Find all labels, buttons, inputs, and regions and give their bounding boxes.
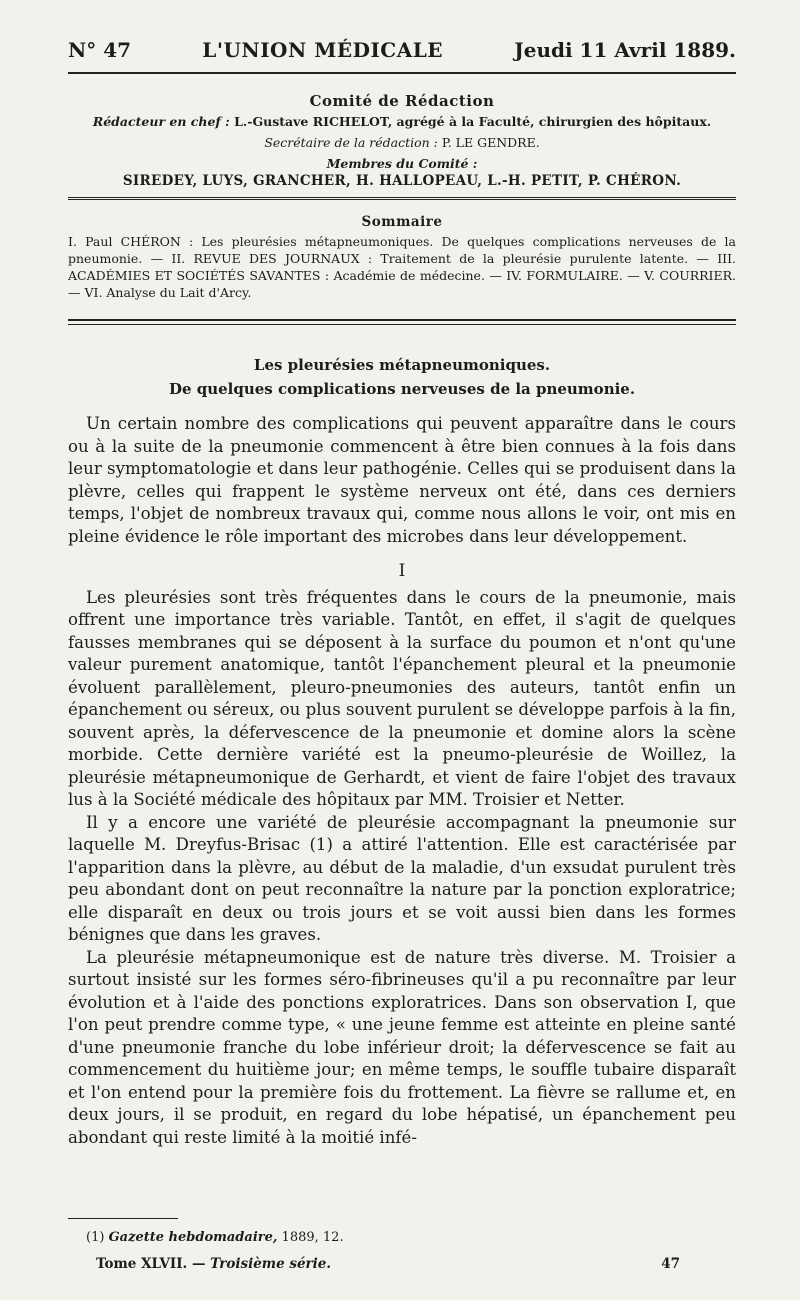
footnote <box>86 1230 344 1245</box>
volume-label: Tome XLVII. — <box>96 1256 206 1272</box>
footnote-source: Gazette hebdomadaire, <box>108 1230 278 1245</box>
members-label: Membres du Comité : <box>326 156 478 171</box>
committee-members: SIREDEY, LUYS, GRANCHER, H. HALLOPEAU, L.-H. PETIT, P. CHÉRON. <box>122 173 682 189</box>
journal-title: L'UNION MÉDICALE <box>202 38 444 62</box>
summary-text: I. Paul CHÉRON : Les pleurésies métapneumoniques. De quelques complications nerveuses de la pneumonie. — II. REVUE DES JOURNAUX : Traitement de la pleurésie purulente latente. — III. ACADÉMIES ET SOCIÉTÉS SAVANTES : Académie de médecine. — IV. FORMULAIRE. — V. COURRIER. — VI. Analyse du Lait d'Arcy. <box>68 234 736 300</box>
issue-date: Jeudi 11 Avril 1889. <box>514 38 736 62</box>
page-header <box>68 38 736 62</box>
summary-rule <box>68 319 736 321</box>
chief-label: Rédacteur en chef : <box>92 114 230 129</box>
editorial-committee <box>68 92 736 189</box>
chief-name: L.-Gustave RICHELOT, agrégé à la Faculté, chirurgien des hôpitaux. <box>234 114 712 129</box>
paragraph: La pleurésie métapneumonique est de nature très diverse. M. Troisier a surtout insisté sur les formes séro-fibrineuses qu'il a pu reconnaître par leur évolution et à l'aide des ponctions exploratrices. Dans son observation I, que l'on peut prendre comme type, « une jeune femme est atteinte en pleine santé d'une pneumonie franche du lobe inférieur droit; la défervescence se fait au commencement du huitième jour; en même temps, le souffle tubaire disparaît et l'on entend pour la première fois du frottement. La fièvre se rallume et, en deux jours, il se produit, en regard du lobe hépatisé, un épanchement peu abondant qui reste limité à la moitié infé- <box>68 947 736 1147</box>
intro-paragraph: Un certain nombre des complications qui peuvent apparaître dans le cours ou à la suite de la pneumonie commencent à être bien connues à la fois dans leur symptomatologie et dans leur pathogénie. Celles qui se produisent dans la plèvre, celles qui frappent le système nerveux ont été, dans ces derniers temps, l'objet de nombreux travaux qui, comme nous allons le voir, ont mis en pleine évidence le rôle important des microbes dans leur développement. <box>68 414 736 546</box>
page-number: 47 <box>661 1256 680 1272</box>
article-title-line2: De quelques complications nerveuses de la pneumonie. <box>168 380 636 398</box>
page-footer <box>96 1256 680 1272</box>
footnote-rule <box>68 1218 178 1219</box>
summary-block <box>68 214 736 301</box>
footnote-marker: (1) <box>86 1230 105 1245</box>
summary-rule-thin <box>68 324 736 325</box>
article-body <box>68 413 736 1149</box>
article-title-line1: Les pleurésies métapneumoniques. <box>253 356 551 374</box>
header-rule <box>68 72 736 74</box>
issue-number: N° 47 <box>68 38 132 62</box>
paragraph: Les pleurésies sont très fréquentes dans le cours de la pneumonie, mais offrent une importance très variable. Tantôt, en effet, il s'agit de quelques fausses membranes qui se déposent à la surface du poumon et n'ont qu'une valeur purement anatomique, tantôt l'épanchement pleural et la pneumonie évoluent parallèlement, pleuro-pneumonies des auteurs, tantôt enfin un épanchement ou séreux, ou plus souvent purulent se développe parfois à la fin, souvent après, la défervescence de la pneumonie et domine alors la scène morbide. Cette dernière variété est la pneumo-pleurésie de Woillez, la pleurésie métapneumonique de Gerhardt, et vient de faire l'objet des travaux lus à la Société médicale des hôpitaux par MM. Troisier et Netter. <box>68 587 736 809</box>
section-heading: I <box>398 561 406 581</box>
editor-in-chief <box>68 114 736 129</box>
article-title <box>68 353 736 401</box>
paragraph: Il y a encore une variété de pleurésie accompagnant la pneumonie sur laquelle M. Dreyfus-Brisac (1) a attiré l'attention. Elle est caractérisée par l'apparition dans la plèvre, au début de la maladie, d'un exsudat purulent très peu abondant dont on peut reconnaître la nature par la ponction exploratrice; elle disparaît en deux ou trois jours et se voit aussi bien dans les formes bénignes que dans les graves. <box>68 812 736 944</box>
footnote-rest: 1889, 12. <box>281 1230 344 1245</box>
secretary <box>68 135 736 150</box>
summary-title: Sommaire <box>361 214 443 230</box>
committee-title: Comité de Rédaction <box>309 92 495 110</box>
secretary-name: P. LE GENDRE. <box>441 135 540 150</box>
committee-rule <box>68 197 736 200</box>
series-label: Troisième série. <box>210 1256 332 1272</box>
secretary-label: Secrétaire de la rédaction : <box>264 135 438 150</box>
